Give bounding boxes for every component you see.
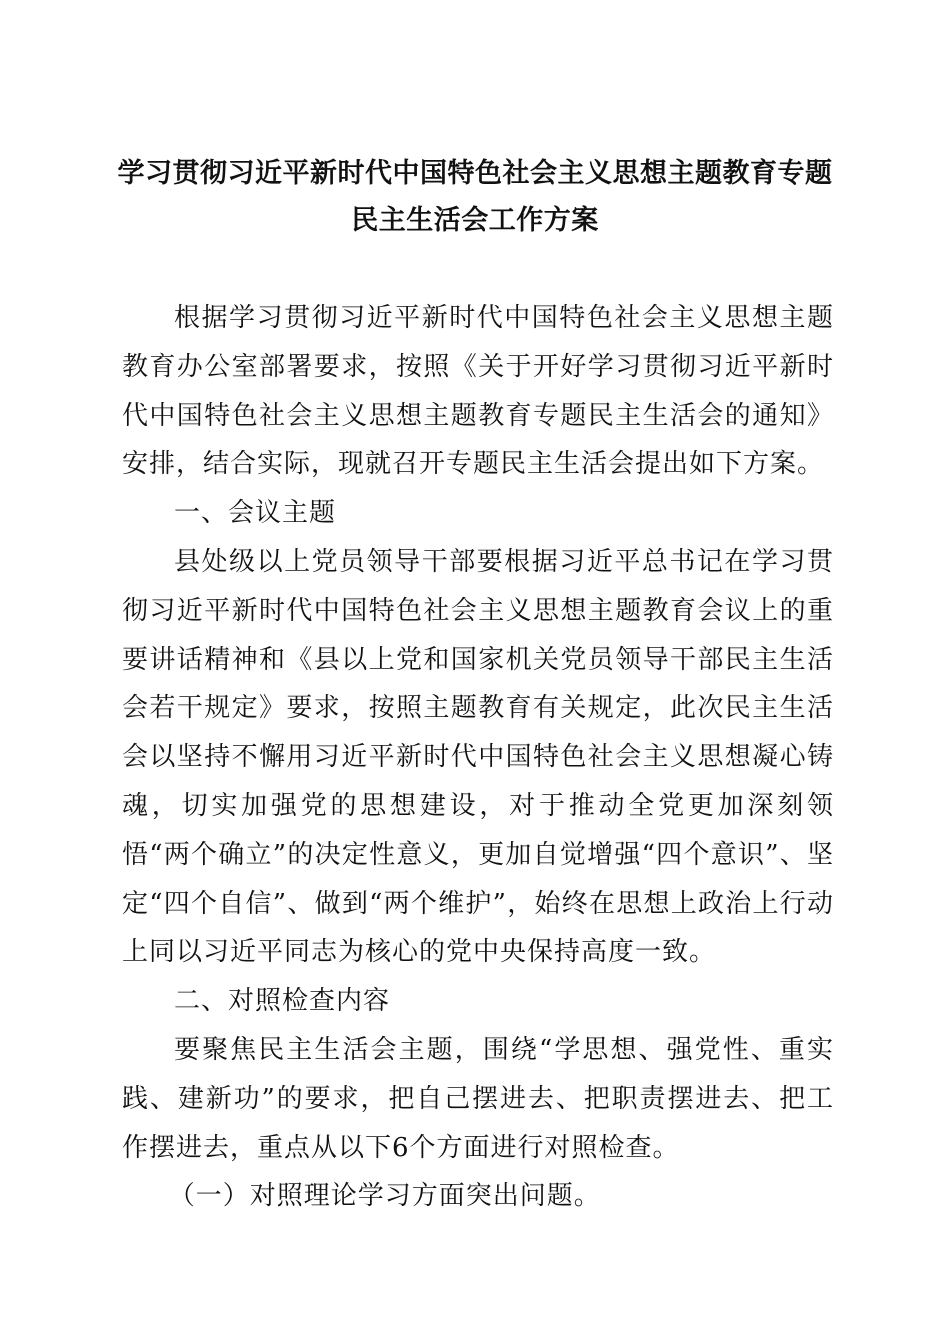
section-heading-meeting-theme: 一、会议主题 bbox=[174, 498, 337, 529]
subsection-heading-theory-study: （一）对照理论学习方面突出问题。 bbox=[168, 1181, 601, 1212]
intro-paragraph: 根据学习贯彻习近平新时代中国特色社会主义思想主题教育办公室部署要求，按照《关于开好学习贯彻习近平新时代中国特色社会主义思想主题教育专题民主生活会的通知》安排，结合实际，现就召开专题民主生活会提出如下方案。 bbox=[122, 303, 834, 480]
document-title: 学习贯彻习近平新时代中国特色社会主义思想主题教育专题民主生活会工作方案 bbox=[117, 158, 833, 236]
check-content-paragraph: 要聚焦民主生活会主题，围绕“学思想、强党性、重实践、建新功”的要求，把自己摆进去、把职责摆进去、把工作摆进去，重点从以下6个方面进行对照检查。 bbox=[122, 1034, 834, 1163]
section-heading-check-content: 二、对照检查内容 bbox=[174, 986, 391, 1017]
meeting-theme-paragraph: 县处级以上党员领导干部要根据习近平总书记在学习贯彻习近平新时代中国特色社会主义思想主题教育会议上的重要讲话精神和《县以上党和国家机关党员领导干部民主生活会若干规定》要求，按照主题教育有关规定，此次民主生活会以坚持不懈用习近平新时代中国特色社会主义思想凝心铸魂，切实加强党的思想建设，对于推动全党更加深刻领悟“两个确立”的决定性意义，更加自觉增强“四个意识”、坚定“四个自信”、做到“两个维护”，始终在思想上政治上行动上同以习近平同志为核心的党中央保持高度一致。 bbox=[122, 546, 834, 968]
document-body bbox=[122, 294, 834, 1221]
